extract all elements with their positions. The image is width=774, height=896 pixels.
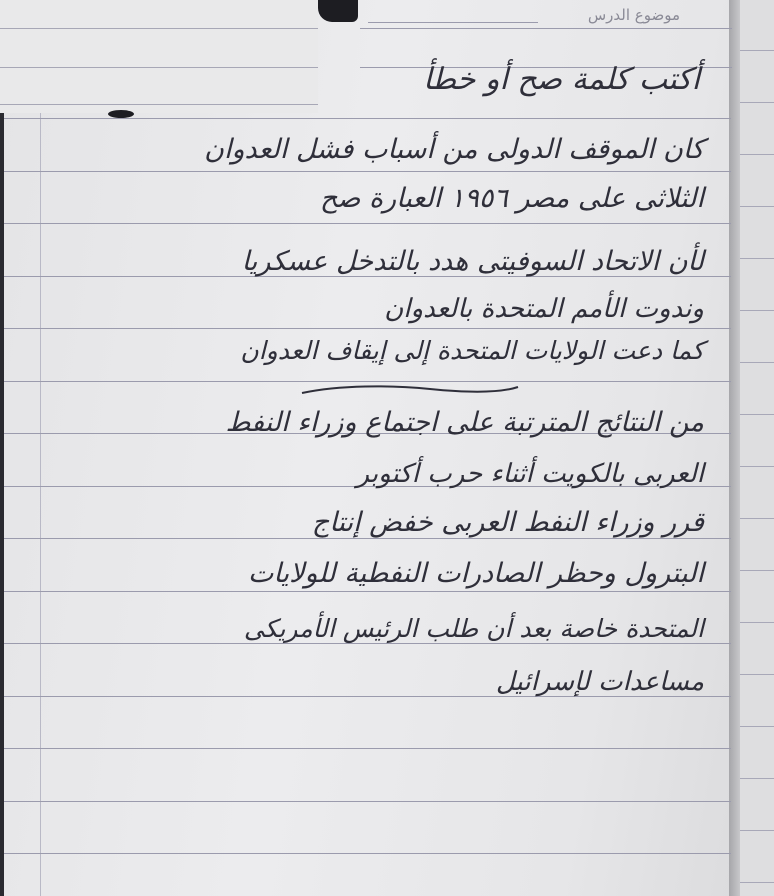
rule-line	[4, 643, 731, 644]
next-page-edge	[740, 0, 774, 896]
dark-mark	[318, 0, 358, 22]
handwritten-line: العربى بالكويت أثناء حرب أكتوبر	[356, 459, 704, 489]
patch-rule-line	[0, 104, 318, 105]
overlay-paper-patch	[0, 0, 318, 113]
dark-mark	[108, 110, 134, 118]
next-page-rule-line	[740, 778, 774, 779]
rule-line	[4, 538, 731, 539]
next-page-rule-line	[740, 726, 774, 727]
rule-line	[4, 801, 731, 802]
rule-line	[4, 853, 731, 854]
next-page-rule-line	[740, 414, 774, 415]
next-page-rule-line	[740, 518, 774, 519]
next-page-rule-line	[740, 882, 774, 883]
margin-line	[40, 112, 41, 896]
next-page-rule-line	[740, 830, 774, 831]
handwritten-line: من النتائج المترتبة على اجتماع وزراء النفط	[225, 407, 704, 438]
rule-line	[4, 591, 731, 592]
handwritten-line: كان الموقف الدولى من أسباب فشل العدوان	[204, 134, 704, 165]
next-page-rule-line	[740, 362, 774, 363]
patch-rule-line	[0, 67, 318, 68]
header-underline	[368, 22, 538, 23]
separator-squiggle	[300, 383, 520, 397]
next-page-rule-line	[740, 154, 774, 155]
next-page-rule-line	[740, 570, 774, 571]
next-page-rule-line	[740, 206, 774, 207]
next-page-rule-line	[740, 102, 774, 103]
handwritten-line: كما دعت الولايات المتحدة إلى إيقاف العدوان	[240, 336, 704, 365]
handwritten-line: الثلاثى على مصر ١٩٥٦ العبارة صح	[320, 183, 704, 214]
next-page-rule-line	[740, 50, 774, 51]
rule-line	[4, 748, 731, 749]
rule-line	[4, 381, 731, 382]
rule-line	[4, 328, 731, 329]
next-page-rule-line	[740, 310, 774, 311]
heading-text: أكتب كلمة صح أو خطأ	[423, 62, 700, 97]
rule-line	[360, 28, 732, 29]
handwritten-line: قرر وزراء النفط العربى خفض إنتاج	[311, 507, 704, 538]
next-page-rule-line	[740, 622, 774, 623]
handwritten-line: مساعدات لإسرائيل	[495, 667, 704, 697]
next-page-rule-line	[740, 466, 774, 467]
patch-rule-line	[0, 28, 318, 29]
handwritten-line: المتحدة خاصة بعد أن طلب الرئيس الأمريكى	[243, 614, 704, 643]
rule-line	[4, 171, 731, 172]
header-label: موضوع الدرس	[587, 6, 680, 24]
rule-line	[4, 223, 731, 224]
next-page-rule-line	[740, 674, 774, 675]
rule-line	[4, 118, 731, 119]
next-page-rule-line	[740, 258, 774, 259]
notebook-spine	[0, 112, 4, 896]
handwritten-line: وندوت الأمم المتحدة بالعدوان	[384, 294, 704, 324]
handwritten-line: لأن الاتحاد السوفيتى هدد بالتدخل عسكريا	[241, 246, 704, 277]
handwritten-line: البترول وحظر الصادرات النفطية للولايات	[247, 558, 704, 589]
